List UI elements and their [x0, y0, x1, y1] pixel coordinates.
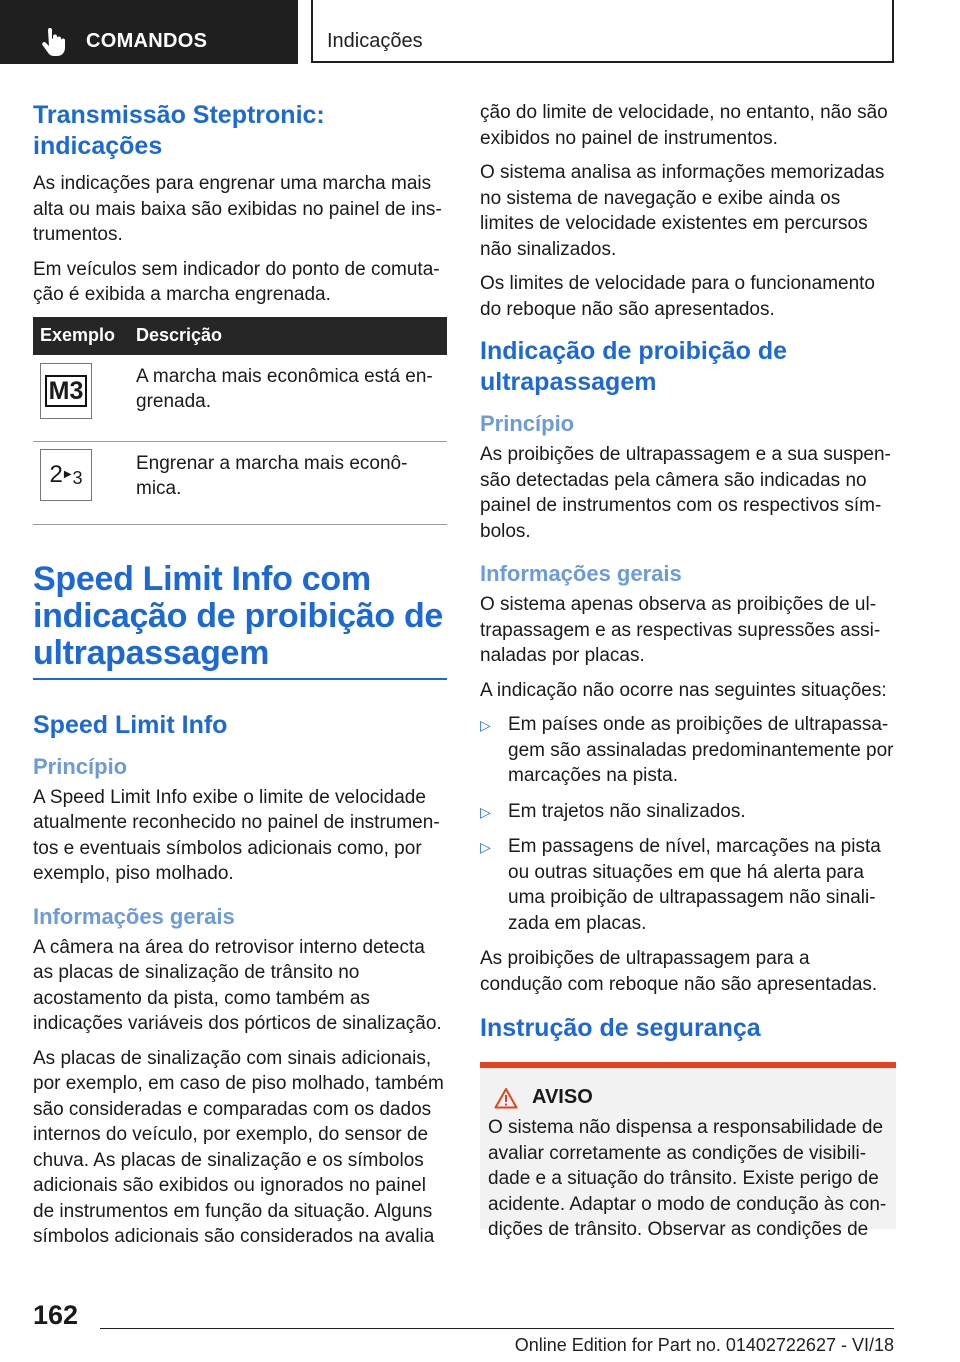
- paragraph: A indicação não ocorre nas seguintes situações:: [480, 679, 887, 701]
- paragraph: As proibições de ultrapassagem e a sua suspensão detectadas pela câmera são indicadas no painel de instrumentos com os respectivos símbolos.: [480, 444, 891, 542]
- paragraph: Os limites de velocidade para o funcionamento do reboque não são apresentados.: [480, 273, 876, 320]
- gear-m3-icon: M3: [40, 363, 92, 419]
- table-cell-description: Engrenar a marcha mais econômica.: [129, 441, 447, 524]
- heading-seguranca: Instrução de segurança: [480, 1014, 761, 1042]
- situations-list: [480, 712, 896, 936]
- left-column: [33, 100, 447, 1259]
- gear-upshift-icon: 2 ▶ 3: [40, 449, 92, 501]
- paragraph: As indicações para engrenar uma marcha mais alta ou mais baixa são exibidas no painel de instrumentos.: [33, 173, 442, 245]
- table-cell-description: A marcha mais econômica está engrenada.: [129, 355, 447, 442]
- warning-text: O sistema não dispensa a responsabilidade de avaliar corretamente as condições de visibilidade e a situação do trânsito. Existe perigo de acidente. Adaptar o modo de condução às condições de trânsito. Observar as condições de: [488, 1117, 887, 1240]
- paragraph: As proibições de ultrapassagem para a condução com reboque não são apresentadas.: [480, 948, 878, 995]
- triangle-bullet-icon: ▷: [480, 717, 491, 733]
- paragraph: A câmera na área do retrovisor interno detecta as placas de sinalização de trânsito no acostamento da pista, como também as indicações variáveis dos pórticos de sinalização.: [33, 936, 442, 1034]
- table-row: [33, 355, 447, 442]
- table-header-description: Descrição: [129, 317, 447, 355]
- table-row: [33, 441, 447, 524]
- right-column: [480, 100, 896, 1240]
- heading-steptronic: Transmissão Steptronic: indicações: [33, 101, 325, 160]
- arrow-right-icon: ▶: [63, 468, 72, 480]
- heading-speed-limit-main: Speed Limit Info com indicação de proibição de ultrapassagem: [33, 559, 444, 672]
- paragraph: O sistema analisa as informações memorizadas no sistema de navegação e exibe ainda os limites de velocidade existentes em percursos não sinalizados.: [480, 162, 885, 260]
- footer-divider: [100, 1328, 894, 1329]
- section-tab: [311, 0, 894, 63]
- section-title: Indicações: [327, 30, 423, 52]
- heading-info-gerais: Informações gerais: [33, 903, 235, 929]
- heading-principio: Princípio: [33, 753, 128, 779]
- warning-box: [480, 1062, 896, 1240]
- warning-triangle-icon: [494, 1087, 518, 1109]
- table-header-example: Exemplo: [33, 317, 129, 355]
- paragraph: A Speed Limit Info exibe o limite de velocidade atualmente reconhecido no painel de instrumentos e eventuais símbolos adicionais como, por exemplo, piso molhado.: [33, 786, 440, 884]
- gear-indicator-table: [33, 317, 447, 525]
- heading-principio: Princípio: [480, 411, 575, 436]
- warning-title: AVISO: [532, 1086, 593, 1108]
- hand-pointer-icon: [40, 28, 66, 56]
- chapter-tab: [0, 0, 298, 64]
- paragraph: As placas de sinalização com sinais adicionais, por exemplo, em caso de piso molhado, também são consideradas e comparadas com os dados internos do veículo, por exemplo, do sensor de chuva. As placas de sinalização e os símbolos adicionais são exibidos ou ignorados no painel de instrumentos em função da situação. Alguns símbolos adicionais são considerados na avalia: [33, 1047, 444, 1247]
- heading-info-gerais: Informações gerais: [480, 561, 682, 586]
- page-number: 162: [33, 1300, 79, 1330]
- paragraph: Em veículos sem indicador do ponto de comutação é exibida a marcha engrenada.: [33, 258, 440, 305]
- edition-note: Online Edition for Part no. 01402722627 - VI/18: [514, 1335, 894, 1355]
- heading-proibicao: Indicação de proibição de ultrapassagem: [480, 337, 788, 396]
- paragraph: ção do limite de velocidade, no entanto, não são exibidos no painel de instrumentos.: [480, 102, 888, 149]
- chapter-title: COMANDOS: [86, 30, 208, 52]
- heading-speed-limit-info: Speed Limit Info: [33, 710, 228, 739]
- list-item: ▷ Em países onde as proibições de ultrapassagem são assinaladas predominantemente por marcações na pista.: [480, 714, 894, 786]
- paragraph: O sistema apenas observa as proibições de ultrapassagem e as respectivas supressões assinaladas por placas.: [480, 594, 881, 666]
- list-item: ▷ Em passagens de nível, marcações na pista ou outras situações em que há alerta para uma proibição de ultrapassagem não sinalizada em placas.: [480, 836, 881, 934]
- list-item: ▷ Em trajetos não sinalizados.: [480, 799, 896, 825]
- triangle-bullet-icon: ▷: [480, 839, 491, 855]
- main-heading-block: [33, 561, 447, 680]
- triangle-bullet-icon: ▷: [480, 803, 491, 820]
